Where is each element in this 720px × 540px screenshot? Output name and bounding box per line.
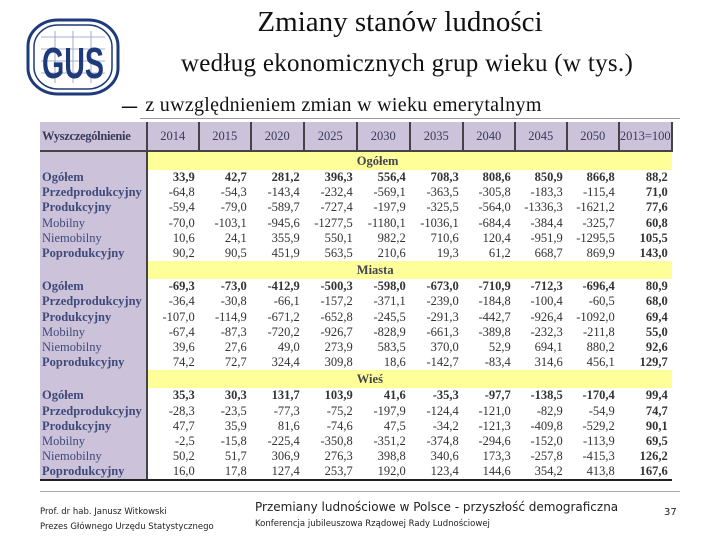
table-cell: -305,8 xyxy=(478,185,511,200)
table-cell: 50,2 xyxy=(172,449,195,464)
footer-title-block xyxy=(255,500,618,529)
table-cell: 99,4 xyxy=(645,388,668,403)
table-cell: 90,2 xyxy=(172,246,195,261)
table-row xyxy=(40,170,672,185)
table-cell: -720,2 xyxy=(267,324,300,339)
section-label: Ogółem xyxy=(357,151,672,170)
table-cell: -54,9 xyxy=(588,403,615,418)
row-label: Produkcyjny xyxy=(40,200,147,215)
table-cell: 253,7 xyxy=(304,464,357,480)
table-cell: 880,2 xyxy=(586,339,615,354)
table-cell: -2,5 xyxy=(174,433,195,448)
table-cell: 451,9 xyxy=(271,246,300,261)
table-cell: 16,0 xyxy=(147,464,199,480)
table-cell: 24,1 xyxy=(224,230,247,245)
row-label: Niemobilny xyxy=(40,231,147,246)
table-cell: 88,2 xyxy=(645,170,668,185)
table-cell: -371,1 xyxy=(373,294,406,309)
table-cell: 19,3 xyxy=(436,246,459,261)
table-cell: 167,6 xyxy=(619,464,672,480)
table-cell: -409,8 xyxy=(530,418,563,433)
table-cell: -197,9 xyxy=(373,403,406,418)
table-cell: -66,1 xyxy=(273,294,300,309)
table-cell: -598,0 xyxy=(373,279,406,294)
table-row xyxy=(40,355,672,370)
section-label: Miasta xyxy=(357,261,672,279)
table-cell: 55,0 xyxy=(645,324,668,339)
table-cell: -35,3 xyxy=(432,388,459,403)
table-cell: -73,0 xyxy=(220,279,247,294)
table-cell: -75,2 xyxy=(326,403,353,418)
column-header: 2030 xyxy=(357,122,410,151)
table-cell: -64,8 xyxy=(168,185,195,200)
table-cell: -926,7 xyxy=(320,324,353,339)
title-line-3-text: z uwzględnieniem zmian w wieku emerytalnym xyxy=(145,94,542,116)
table-cell: -384,4 xyxy=(530,215,563,230)
section-header-row xyxy=(40,370,672,388)
table-cell: -152,0 xyxy=(530,433,563,448)
row-label: Mobilny xyxy=(40,216,147,231)
table-cell: 668,7 xyxy=(534,246,563,261)
table-cell: -945,6 xyxy=(267,215,300,230)
table-cell: -232,3 xyxy=(530,324,563,339)
row-label-empty xyxy=(40,151,147,170)
table-cell: 273,9 xyxy=(324,339,353,354)
table-cell: 129,7 xyxy=(639,355,668,370)
table-cell: 982,2 xyxy=(377,230,406,245)
table-cell: 42,7 xyxy=(224,170,247,185)
table-cell: -828,9 xyxy=(373,324,406,339)
table-cell: -34,2 xyxy=(432,418,459,433)
table-cell: 550,1 xyxy=(324,230,353,245)
table-cell: 18,6 xyxy=(383,355,406,370)
table-cell: -142,7 xyxy=(426,355,459,370)
title-line-1: Zmiany stanów ludności xyxy=(257,6,543,38)
table-row xyxy=(40,216,672,231)
table-cell: 127,4 xyxy=(251,464,304,480)
table-row xyxy=(40,419,672,434)
row-label: Przedprodukcyjny xyxy=(40,294,147,309)
column-header: 2045 xyxy=(515,122,567,151)
table-cell: 71,0 xyxy=(645,185,668,200)
title-line-3 xyxy=(122,88,542,122)
footer-divider xyxy=(40,491,680,492)
table-cell: -684,4 xyxy=(478,215,511,230)
table-cell: -54,3 xyxy=(220,185,247,200)
row-label: Niemobilny xyxy=(40,449,147,464)
table-row xyxy=(40,185,672,200)
table-cell: 413,8 xyxy=(567,464,619,480)
table-cell: -673,0 xyxy=(426,279,459,294)
table-cell: 39,6 xyxy=(172,339,195,354)
column-header: 2013=100 xyxy=(619,122,672,151)
table-row xyxy=(40,200,672,215)
table-cell: -325,7 xyxy=(582,215,615,230)
gus-logo xyxy=(25,17,121,97)
table-cell: -114,9 xyxy=(214,309,247,324)
table-cell: -712,3 xyxy=(530,279,563,294)
table-cell: -389,8 xyxy=(478,324,511,339)
title-divider xyxy=(140,118,680,119)
table-cell: -124,4 xyxy=(426,403,459,418)
table-cell: 370,0 xyxy=(430,339,459,354)
table-cell: 306,9 xyxy=(271,449,300,464)
row-label: Niemobilny xyxy=(40,340,147,355)
table-cell: -103,1 xyxy=(214,215,247,230)
table-cell: -325,5 xyxy=(426,200,459,215)
row-label: Przedprodukcyjny xyxy=(40,185,147,200)
column-header-label: Wyszczególnienie xyxy=(40,122,147,151)
table-cell: 60,8 xyxy=(645,215,668,230)
table-cell: -363,5 xyxy=(426,185,459,200)
table-cell: 354,2 xyxy=(515,464,567,480)
column-header: 2035 xyxy=(410,122,463,151)
table-cell: 41,6 xyxy=(383,388,406,403)
table-cell: 72,7 xyxy=(224,355,247,370)
table-cell: -529,2 xyxy=(582,418,615,433)
svg-text:GUS: GUS xyxy=(42,39,104,88)
column-header: 2040 xyxy=(463,122,515,151)
row-label: Poprodukcyjny xyxy=(40,464,147,480)
table-cell: -113,9 xyxy=(582,433,615,448)
table-cell: 30,3 xyxy=(224,388,247,403)
row-label: Produkcyjny xyxy=(40,310,147,325)
table-cell: -661,3 xyxy=(426,324,459,339)
table-cell: -696,4 xyxy=(582,279,615,294)
table-cell: -82,9 xyxy=(536,403,563,418)
row-label: Mobilny xyxy=(40,325,147,340)
table-cell: -67,4 xyxy=(168,324,195,339)
table-cell: 210,6 xyxy=(377,246,406,261)
table-cell: -138,5 xyxy=(530,388,563,403)
table-cell: 126,2 xyxy=(639,449,668,464)
table-cell: 103,9 xyxy=(324,388,353,403)
table-cell: -157,2 xyxy=(320,294,353,309)
table-cell: 10,6 xyxy=(172,230,195,245)
table-cell: 309,8 xyxy=(324,355,353,370)
table-cell: -350,8 xyxy=(320,433,353,448)
column-header: 2014 xyxy=(147,122,199,151)
table-cell: 90,1 xyxy=(645,418,668,433)
table-cell: 74,7 xyxy=(645,403,668,418)
table-cell: 808,6 xyxy=(482,170,511,185)
table-cell: -245,5 xyxy=(373,309,406,324)
section-header-row xyxy=(40,261,672,279)
table-cell: 51,7 xyxy=(224,449,247,464)
table-cell: -569,1 xyxy=(373,185,406,200)
table-cell: 563,5 xyxy=(324,246,353,261)
table-cell: 69,5 xyxy=(645,433,668,448)
table-cell: 17,8 xyxy=(199,464,251,480)
population-table xyxy=(40,122,673,481)
table-row xyxy=(40,231,672,246)
table-cell: 69,4 xyxy=(645,309,668,324)
row-label: Ogółem xyxy=(40,388,147,403)
table-cell: -652,8 xyxy=(320,309,353,324)
table-cell: -79,0 xyxy=(220,200,247,215)
section-label: Wieś xyxy=(357,370,672,388)
column-header: 2025 xyxy=(304,122,357,151)
table-cell: -183,3 xyxy=(530,185,563,200)
table-cell: -257,8 xyxy=(530,449,563,464)
table-row xyxy=(40,340,672,355)
table-cell: 708,3 xyxy=(430,170,459,185)
table-header-row xyxy=(40,122,672,151)
table-cell: 80,9 xyxy=(645,279,668,294)
table-cell: 556,4 xyxy=(377,170,406,185)
table-cell: -30,8 xyxy=(220,294,247,309)
table-cell: 398,8 xyxy=(377,449,406,464)
table-cell: 396,3 xyxy=(324,170,353,185)
table-cell: -671,2 xyxy=(267,309,300,324)
table-row xyxy=(40,325,672,340)
column-header: 2020 xyxy=(251,122,304,151)
table-cell: -197,9 xyxy=(373,200,406,215)
table-cell: -87,3 xyxy=(220,324,247,339)
table-cell: -121,3 xyxy=(478,418,511,433)
table-cell: 143,0 xyxy=(639,246,668,261)
table-cell: 694,1 xyxy=(534,339,563,354)
table-row xyxy=(40,279,672,294)
table-cell: -1295,5 xyxy=(576,230,615,245)
table-cell: 456,1 xyxy=(586,355,615,370)
table-cell: -100,4 xyxy=(530,294,563,309)
table-cell: 81,6 xyxy=(277,418,300,433)
table-cell: 710,6 xyxy=(430,230,459,245)
table-cell: -1277,5 xyxy=(314,215,353,230)
title-line-2: według ekonomicznych grup wieku (w tys.) xyxy=(180,50,634,77)
footer-subtitle: Konferencja jubileuszowa Rządowej Rady Ludnościowej xyxy=(255,519,490,529)
table-cell: -121,0 xyxy=(478,403,511,418)
table-cell: -500,3 xyxy=(320,279,353,294)
table-row xyxy=(40,449,672,464)
table-cell: 105,5 xyxy=(639,230,668,245)
table-cell: -36,4 xyxy=(168,294,195,309)
table-cell: 355,9 xyxy=(271,230,300,245)
table-cell: -415,3 xyxy=(582,449,615,464)
table-cell: 281,2 xyxy=(271,170,300,185)
table-cell: -232,4 xyxy=(320,185,353,200)
table-cell: 173,3 xyxy=(482,449,511,464)
section-spacer xyxy=(147,151,357,170)
table-cell: -351,2 xyxy=(373,433,406,448)
table-cell: -1036,1 xyxy=(420,215,459,230)
footer-role: Prezes Głównego Urzędu Statystycznego xyxy=(40,522,214,532)
table-cell: -211,8 xyxy=(582,324,615,339)
footer-author: Prof. dr hab. Janusz Witkowski xyxy=(40,507,167,517)
page-number: 37 xyxy=(664,507,677,518)
table-cell: -60,5 xyxy=(588,294,615,309)
row-label: Produkcyjny xyxy=(40,419,147,434)
table-row xyxy=(40,294,672,309)
row-label: Mobilny xyxy=(40,434,147,449)
row-label: Ogółem xyxy=(40,170,147,185)
section-header-row xyxy=(40,151,672,170)
table-cell: 131,7 xyxy=(271,388,300,403)
table-cell: -951,9 xyxy=(530,230,563,245)
table-row xyxy=(40,403,672,418)
table-cell: -170,4 xyxy=(582,388,615,403)
table-cell: 35,9 xyxy=(224,418,247,433)
row-label: Poprodukcyjny xyxy=(40,355,147,370)
table-row xyxy=(40,434,672,449)
table-row xyxy=(40,388,672,403)
table-cell: -1336,3 xyxy=(524,200,563,215)
table-cell: -589,7 xyxy=(267,200,300,215)
table-cell: 144,6 xyxy=(463,464,515,480)
table-cell: -926,4 xyxy=(530,309,563,324)
row-label: Przedprodukcyjny xyxy=(40,403,147,418)
table-cell: -1180,1 xyxy=(367,215,406,230)
column-header: 2015 xyxy=(199,122,251,151)
table-cell: 77,6 xyxy=(645,200,668,215)
column-header: 2050 xyxy=(567,122,619,151)
table-cell: 49,0 xyxy=(277,339,300,354)
table-cell: 314,6 xyxy=(534,355,563,370)
table-cell: -374,8 xyxy=(426,433,459,448)
table-row xyxy=(40,464,672,480)
table-row xyxy=(40,246,672,261)
table-cell: -15,8 xyxy=(220,433,247,448)
table-cell: 192,0 xyxy=(357,464,410,480)
table-cell: -70,0 xyxy=(168,215,195,230)
table-cell: 47,7 xyxy=(172,418,195,433)
row-label: Poprodukcyjny xyxy=(40,246,147,261)
section-spacer xyxy=(147,261,357,279)
row-label-empty xyxy=(40,370,147,388)
table-cell: -115,4 xyxy=(582,185,615,200)
table-cell: -74,6 xyxy=(326,418,353,433)
title-dash: – xyxy=(122,88,138,121)
table-cell: 869,9 xyxy=(586,246,615,261)
table-cell: -564,0 xyxy=(478,200,511,215)
table-cell: -77,3 xyxy=(273,403,300,418)
table-cell: 123,4 xyxy=(410,464,463,480)
table-cell: 92,6 xyxy=(645,339,668,354)
table-cell: -412,9 xyxy=(267,279,300,294)
table-cell: 583,5 xyxy=(377,339,406,354)
table-cell: -239,0 xyxy=(426,294,459,309)
table-cell: 340,6 xyxy=(430,449,459,464)
table-cell: -291,3 xyxy=(426,309,459,324)
section-spacer xyxy=(147,370,357,388)
row-label-empty xyxy=(40,261,147,279)
table-cell: -143,4 xyxy=(267,185,300,200)
table-row xyxy=(40,310,672,325)
table-cell: -1092,0 xyxy=(576,309,615,324)
table-cell: -23,5 xyxy=(220,403,247,418)
table-cell: 74,2 xyxy=(172,355,195,370)
table-cell: -727,4 xyxy=(320,200,353,215)
table-cell: 68,0 xyxy=(645,294,668,309)
table-cell: 90,5 xyxy=(224,246,247,261)
table-cell: -83,4 xyxy=(484,355,511,370)
table-cell: -225,4 xyxy=(267,433,300,448)
table-cell: -294,6 xyxy=(478,433,511,448)
footer-title: Przemiany ludnościowe w Polsce - przyszłość demograficzna xyxy=(255,500,619,514)
table-cell: 324,4 xyxy=(271,355,300,370)
table-cell: 850,9 xyxy=(534,170,563,185)
row-label: Ogółem xyxy=(40,279,147,294)
table-cell: -710,9 xyxy=(478,279,511,294)
table-cell: -1621,2 xyxy=(576,200,615,215)
table-cell: 52,9 xyxy=(488,339,511,354)
table-cell: -107,0 xyxy=(162,309,195,324)
table-cell: 33,9 xyxy=(172,170,195,185)
table-cell: 866,8 xyxy=(586,170,615,185)
table-cell: 27,6 xyxy=(224,339,247,354)
table-cell: 47,5 xyxy=(383,418,406,433)
table-cell: -442,7 xyxy=(478,309,511,324)
table-cell: 61,2 xyxy=(488,246,511,261)
table-cell: 35,3 xyxy=(172,388,195,403)
footer-author-block xyxy=(40,505,214,535)
table-cell: -97,7 xyxy=(484,388,511,403)
table-cell: 120,4 xyxy=(482,230,511,245)
table-cell: -69,3 xyxy=(168,279,195,294)
table-cell: -28,3 xyxy=(168,403,195,418)
table-cell: 276,3 xyxy=(324,449,353,464)
table-cell: -59,4 xyxy=(168,200,195,215)
table-cell: -184,8 xyxy=(478,294,511,309)
